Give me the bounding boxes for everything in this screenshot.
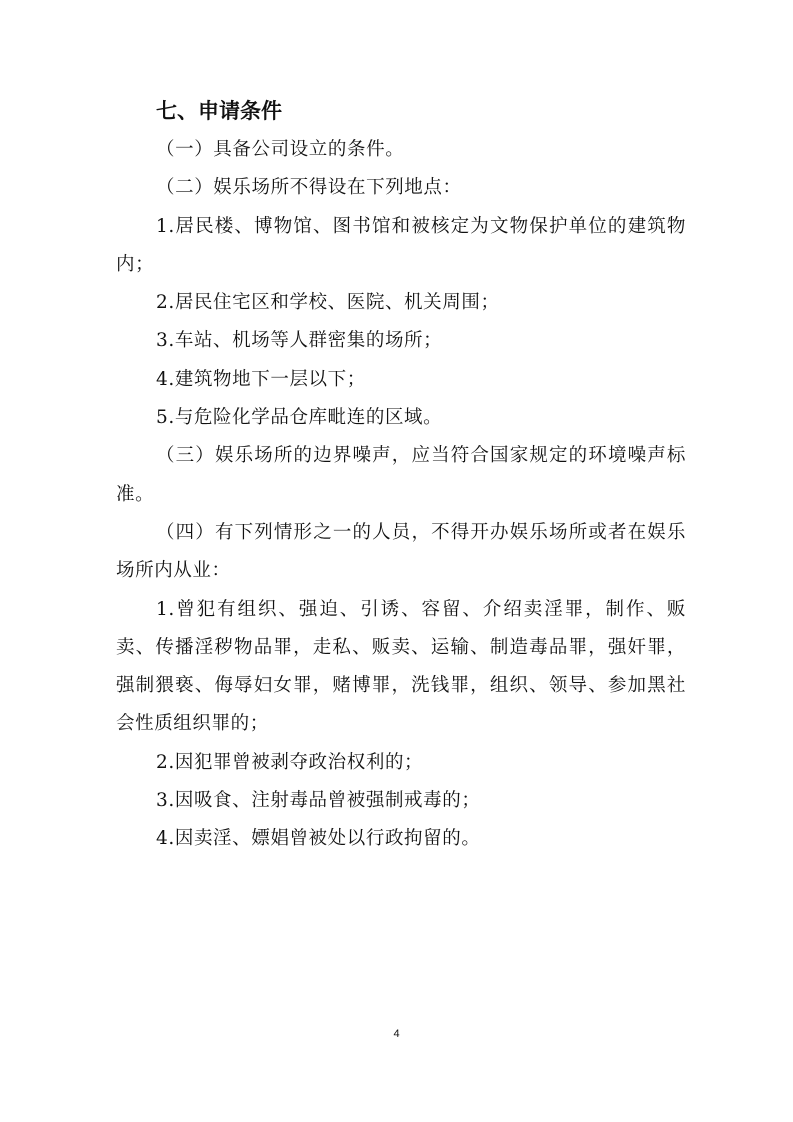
paragraph-location-2: 2.居民住宅区和学校、医院、机关周围； [156, 292, 500, 314]
paragraph-person-1: 1.曾犯有组织、强迫、引诱、容留、介绍卖淫罪，制作、贩卖、传播淫秽物品罪，走私、贩卖、运输、制造毒品罪，强奸罪，强制猥亵、侮辱妇女罪，赌博罪，洗钱罪，组织、领导、参加黑社会性质组织罪的； [116, 598, 686, 735]
section-heading: 七、申请条件 [156, 99, 282, 123]
paragraph-location-5: 5.与危险化学品仓库毗连的区域。 [156, 407, 443, 429]
paragraph-location-4: 4.建筑物地下一层以下； [156, 368, 366, 390]
paragraph-person-2: 2.因犯罪曾被剥夺政治权利的； [156, 751, 424, 773]
paragraph-person-3: 3.因吸食、注射毒品曾被强制戒毒的； [156, 790, 481, 812]
paragraph-person-4: 4.因卖淫、嫖娼曾被处以行政拘留的。 [156, 828, 481, 850]
paragraph-location-1: 1.居民楼、博物馆、图书馆和被核定为文物保护单位的建筑物内； [116, 215, 686, 275]
paragraph-condition-3: （三）娱乐场所的边界噪声，应当符合国家规定的环境噪声标准。 [116, 445, 686, 505]
section-body [116, 131, 686, 859]
paragraph-condition-1: （一）具备公司设立的条件。 [156, 139, 405, 160]
paragraph-condition-4: （四）有下列情形之一的人员，不得开办娱乐场所或者在娱乐场所内从业： [116, 521, 686, 582]
paragraph-condition-2: （二）娱乐场所不得设在下列地点： [156, 177, 462, 199]
page-number: 4 [393, 1028, 400, 1040]
paragraph-location-3: 3.车站、机场等人群密集的场所； [156, 330, 443, 352]
